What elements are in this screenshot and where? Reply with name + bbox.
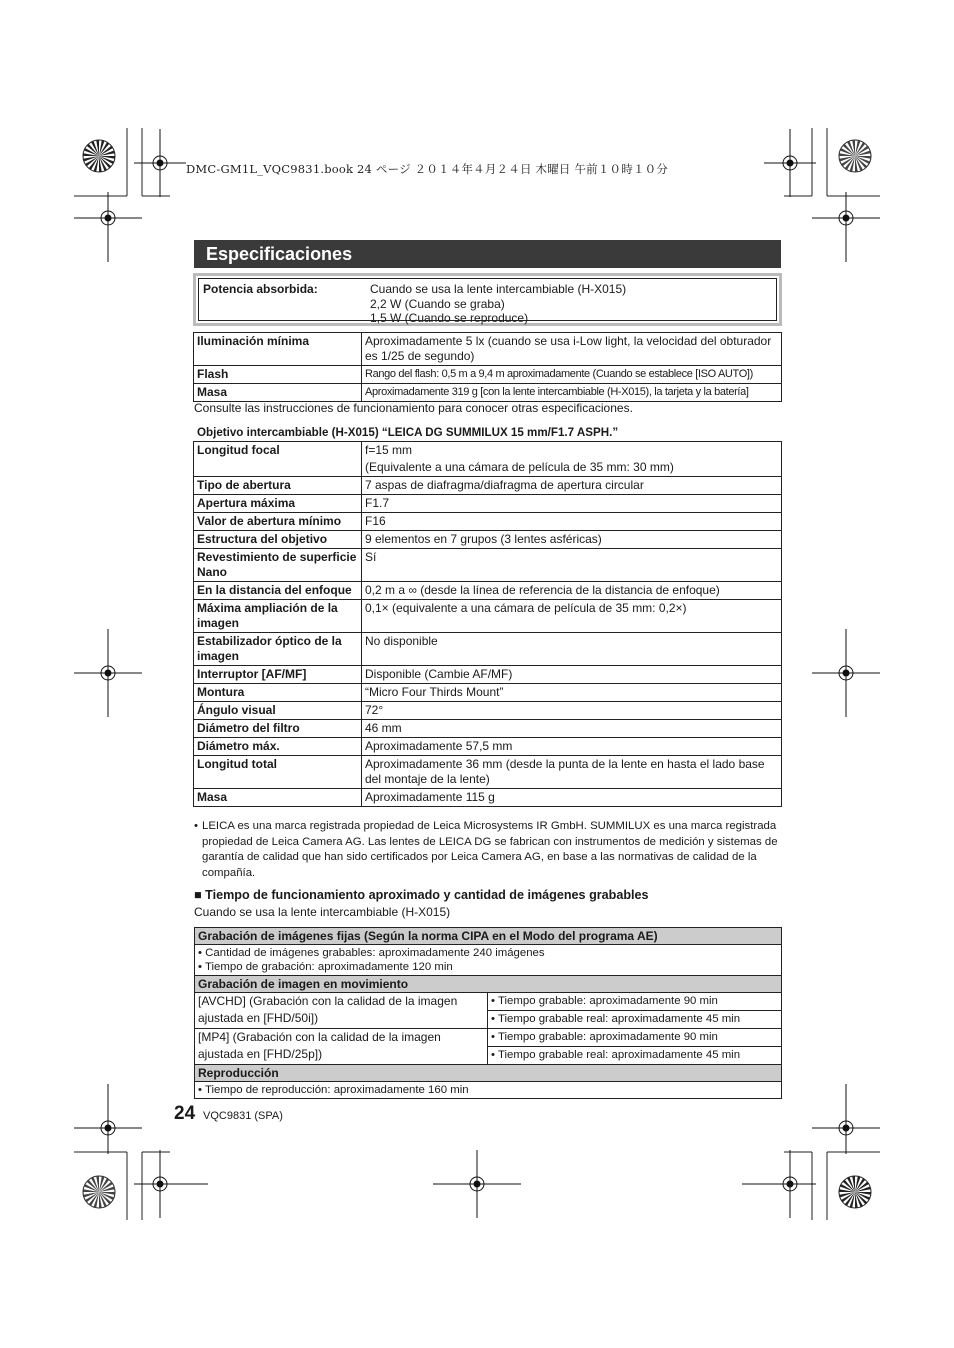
still-line-2: Tiempo de grabación: aproximadamente 120 min [204, 961, 453, 973]
table-row [194, 513, 782, 531]
spec-label: Interruptor [AF/MF] [194, 666, 362, 684]
power-values [370, 282, 626, 326]
spec-label: Masa [194, 789, 362, 807]
spec-value: 7 aspas de diafragma/diafragma de apertura circular [362, 477, 782, 495]
usage-heading [194, 888, 649, 902]
avchd-label: [AVCHD] (Grabación con la calidad de la imagen ajustada en [FHD/50i]) [195, 993, 488, 1029]
spec-label: Flash [194, 366, 362, 384]
spec-value: Aproximadamente 36 mm (desde la punta de la lente en hasta el lado base del montaje de la lente) [362, 756, 782, 789]
usage-heading-text: Tiempo de funcionamiento aproximado y cantidad de imágenes grabables [205, 888, 649, 902]
spec-label: En la distancia del enfoque [194, 582, 362, 600]
section-title: Especificaciones [194, 240, 781, 268]
table-row [194, 633, 782, 666]
spec-label: Iluminación mínima [194, 333, 362, 366]
usage-subheading: Cuando se usa la lente intercambiable (H-X015) [194, 905, 451, 919]
table-row [194, 600, 782, 633]
spec-value: Aproximadamente 57,5 mm [362, 738, 782, 756]
lens-title: Objetivo intercambiable (H-X015) “LEICA DG SUMMILUX 15 mm/F1.7 ASPH.” [197, 426, 619, 439]
trademark-text: LEICA es una marca registrada propiedad de Leica Microsystems IR GmbH. SUMMILUX es una marca registrada propiedad de Leica Camera AG. Las lentes de LEICA DG se fabrican con instrumentos de medición y sistemas de garantía de calidad que han sido certificados por Leica Camera AG, en base a las normativas de calidad de la compañía. [202, 820, 778, 879]
still-header: Grabación de imágenes fijas (Según la norma CIPA en el Modo del programa AE) [195, 928, 782, 945]
table-row [194, 702, 782, 720]
table-row [195, 928, 782, 945]
bullet-glyph: • [491, 995, 495, 1007]
spec-label: Apertura máxima [194, 495, 362, 513]
table-row [194, 666, 782, 684]
table-row [194, 333, 782, 366]
table-row [195, 945, 782, 976]
table-row [195, 1029, 782, 1047]
list-item [198, 946, 778, 960]
model-code: VQC9831 (SPA) [203, 1110, 283, 1122]
mp4-label: [MP4] (Grabación con la calidad de la imagen ajustada en [FHD/25p]) [195, 1029, 488, 1065]
spec-value: 72° [362, 702, 782, 720]
list-item [488, 1047, 782, 1065]
spec-label: Máxima ampliación de la imagen [194, 600, 362, 633]
lens-spec-table [193, 441, 782, 807]
table-row [194, 495, 782, 513]
spec-value: Disponible (Cambie AF/MF) [362, 666, 782, 684]
avchd-time: Tiempo grabable: aproximadamente 90 min [497, 995, 718, 1007]
list-item [488, 993, 782, 1011]
still-line-1: Cantidad de imágenes grabables: aproximadamente 240 imágenes [205, 947, 545, 959]
table-row [194, 366, 782, 384]
spec-value-line: f=15 mm [365, 443, 413, 457]
bullet-glyph: • [491, 1049, 495, 1061]
power-line-2: 2,2 W (Cuando se graba) [370, 296, 505, 311]
spec-label: Estructura del objetivo [194, 531, 362, 549]
usage-table [194, 927, 782, 1099]
avchd-real-time: Tiempo grabable real: aproximadamente 45 min [497, 1013, 741, 1025]
table-row [195, 993, 782, 1011]
spec-label: Longitud total [194, 756, 362, 789]
still-details [195, 945, 782, 976]
page-number: 24 [174, 1103, 196, 1124]
spec-label: Diámetro máx. [194, 738, 362, 756]
list-item [195, 1082, 782, 1099]
spec-label: Montura [194, 684, 362, 702]
spec-value: Aproximadamente 319 g [con la lente intercambiable (H-X015), la tarjeta y la batería] [362, 384, 782, 402]
spec-value: 0,2 m a ∞ (desde la línea de referencia de la distancia de enfoque) [362, 582, 782, 600]
spec-label: Revestimiento de superficie Nano [194, 549, 362, 582]
bullet-glyph: • [198, 961, 202, 973]
table-row [195, 976, 782, 993]
spec-value: Sí [362, 549, 782, 582]
mp4-time: Tiempo grabable: aproximadamente 90 min [497, 1031, 718, 1043]
spec-label: Tipo de abertura [194, 477, 362, 495]
table-row [194, 720, 782, 738]
camera-note: Consulte las instrucciones de funcionamiento para conocer otras especificaciones. [194, 401, 633, 415]
spec-value: F16 [362, 513, 782, 531]
bullet-glyph: • [491, 1013, 495, 1025]
power-line-3: 1,5 W (Cuando se reproduce) [370, 311, 529, 325]
list-item [488, 1011, 782, 1029]
bullet-glyph: • [491, 1031, 495, 1043]
table-row [194, 442, 782, 477]
table-row [194, 384, 782, 402]
spec-value-line: (Equivalente a una cámara de película de 35 mm: 30 mm) [365, 460, 674, 474]
playback-header: Reproducción [195, 1065, 782, 1082]
spec-value: Aproximadamente 115 g [362, 789, 782, 807]
list-item [198, 960, 778, 974]
trademark-note [194, 819, 779, 881]
spec-label: Ángulo visual [194, 702, 362, 720]
table-row [194, 738, 782, 756]
table-row [194, 549, 782, 582]
spec-value: 46 mm [362, 720, 782, 738]
table-row [194, 477, 782, 495]
spec-label: Masa [194, 384, 362, 402]
mp4-real-time: Tiempo grabable real: aproximadamente 45 min [497, 1049, 741, 1061]
spec-value: No disponible [362, 633, 782, 666]
table-row [194, 756, 782, 789]
playback-line: Tiempo de reproducción: aproximadamente 160 min [204, 1084, 469, 1096]
spec-value: 0,1× (equivalente a una cámara de película de 35 mm: 0,2×) [362, 600, 782, 633]
movie-header: Grabación de imagen en movimiento [195, 976, 782, 993]
spec-value: Aproximadamente 5 lx (cuando se usa i-Low light, la velocidad del obturador es 1/25 de segundo) [362, 333, 782, 366]
power-label: Potencia absorbida: [203, 282, 318, 296]
spec-value: Rango del flash: 0,5 m a 9,4 m aproximadamente (Cuando se establece [ISO AUTO]) [362, 366, 782, 384]
spec-label: Diámetro del filtro [194, 720, 362, 738]
spec-value [362, 442, 782, 477]
print-header-line: DMC-GM1L_VQC9831.book 24 ページ ２０１４年４月２４日 木曜日 午前１０時１０分 [186, 162, 669, 176]
table-row [194, 582, 782, 600]
spec-label: Valor de abertura mínimo [194, 513, 362, 531]
square-bullet-icon: ■ [194, 888, 202, 902]
table-row [194, 684, 782, 702]
bullet-glyph: • [198, 947, 202, 959]
spec-label: Longitud focal [194, 442, 362, 477]
table-row [194, 789, 782, 807]
power-line-1: Cuando se usa la lente intercambiable (H-X015) [370, 282, 627, 296]
spec-value: 9 elementos en 7 grupos (3 lentes asféricas) [362, 531, 782, 549]
spec-value: “Micro Four Thirds Mount” [362, 684, 782, 702]
list-item [488, 1029, 782, 1047]
camera-spec-table [193, 332, 782, 402]
bullet-glyph: • [194, 820, 198, 832]
table-row [195, 1082, 782, 1099]
spec-label: Estabilizador óptico de la imagen [194, 633, 362, 666]
power-consumption-box [193, 273, 782, 326]
table-row [195, 1065, 782, 1082]
spec-value: F1.7 [362, 495, 782, 513]
bullet-glyph: • [198, 1084, 202, 1096]
table-row [194, 531, 782, 549]
